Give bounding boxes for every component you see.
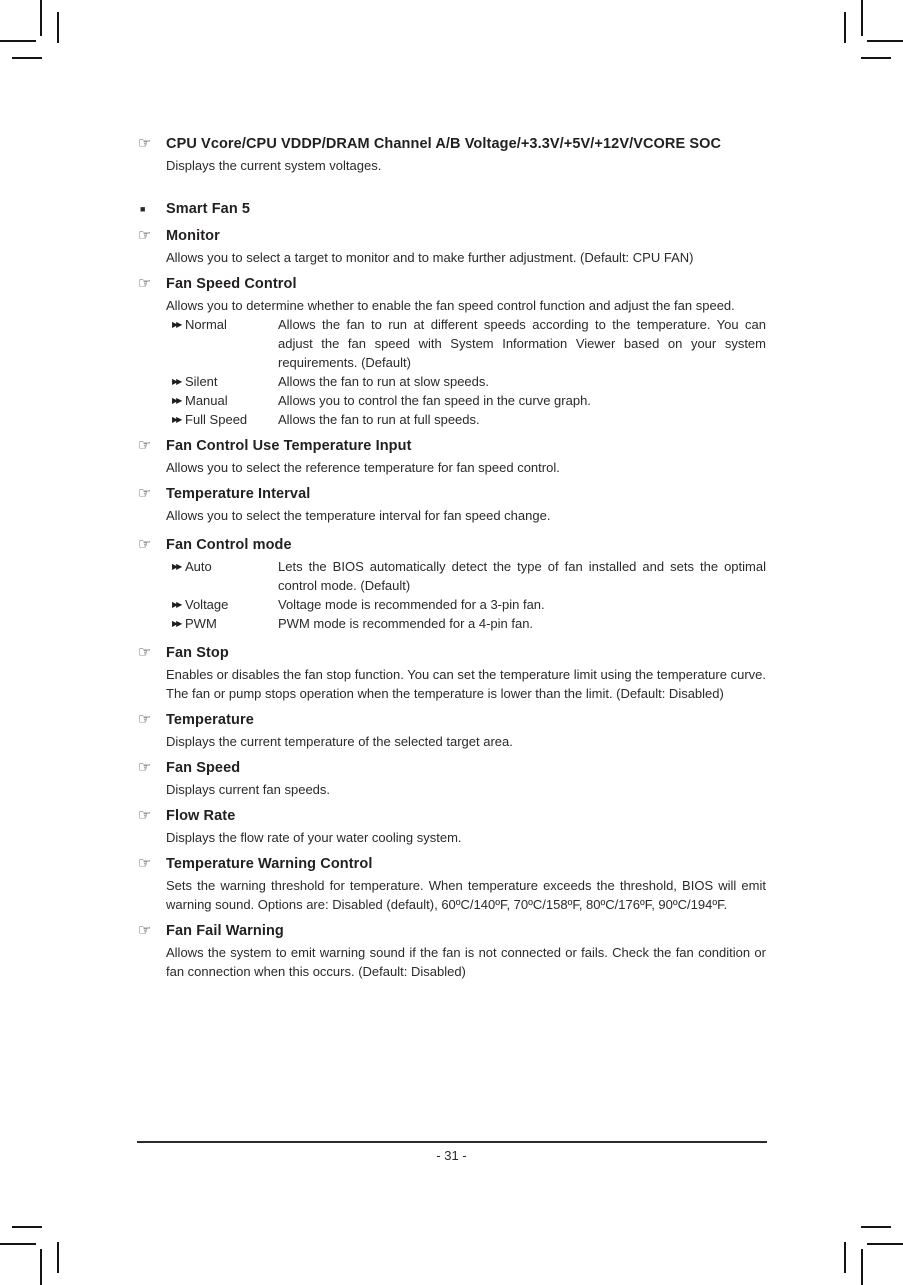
crop-mark-top-right — [867, 40, 903, 42]
entry-title: Temperature Warning Control — [166, 856, 373, 872]
crop-mark-top-right — [844, 12, 846, 43]
pointing-hand-icon: ☞ — [138, 807, 152, 824]
crop-mark-top-left — [57, 12, 59, 43]
doc-entry-flow-rate — [138, 806, 766, 847]
entry-title: Fan Speed — [166, 760, 241, 776]
entry-description: Displays the current system voltages. — [166, 158, 382, 173]
entry-description: Displays the flow rate of your water cooling system. — [166, 830, 462, 845]
entry-description: Allows the system to emit warning sound if the fan is not connected or fails. Check the fan condition or fan connection when this occurs. (Default: Disabled) — [166, 945, 766, 979]
entry-description: Allows you to select the temperature interval for fan speed change. — [166, 508, 551, 523]
doc-entry-smart-fan-5 — [140, 199, 766, 219]
entry-description: Sets the warning threshold for temperature. When temperature exceeds the threshold, BIOS will emit warning sound. Options are: Disabled (default), 60ºC/140ºF, 70ºC/158ºF, 80ºC/176ºF, 90ºC/194ºF. — [166, 878, 766, 912]
entry-title: Fan Control mode — [166, 537, 292, 553]
pointing-hand-icon: ☞ — [138, 536, 152, 553]
entry-description: Enables or disables the fan stop function. You can set the temperature limit using the temperature curve. The fan or pump stops operation when the temperature is lower than the limit. (Default: Disabled) — [166, 667, 766, 701]
pointing-hand-icon: ☞ — [138, 275, 152, 292]
entry-title: Fan Stop — [166, 645, 229, 661]
doc-entry-voltages — [138, 134, 766, 175]
square-bullet-icon: ■ — [140, 204, 146, 214]
doc-entry-monitor — [138, 226, 766, 267]
option-description: Lets the BIOS automatically detect the type of fan installed and sets the optimal control mode. (Default) — [278, 559, 766, 593]
double-arrow-icon: ▶▶ — [172, 415, 181, 424]
option-row-normal — [166, 315, 766, 372]
entry-title: Temperature Interval — [166, 486, 311, 502]
doc-entry-fan-stop — [138, 643, 766, 703]
option-description: Allows the fan to run at different speeds according to the temperature. You can adjust the fan speed with System Information Viewer based on your system requirements. (Default) — [278, 317, 766, 370]
option-term: Manual — [185, 393, 228, 408]
pointing-hand-icon: ☞ — [138, 485, 152, 502]
doc-entry-fan-speed — [138, 758, 766, 799]
entry-description: Allows you to select the reference temperature for fan speed control. — [166, 460, 560, 475]
crop-mark-top-left — [0, 40, 36, 42]
entry-title: Fan Control Use Temperature Input — [166, 438, 412, 454]
option-term: Voltage — [185, 597, 229, 612]
option-row-full-speed — [166, 410, 766, 429]
option-term: Normal — [185, 317, 227, 332]
option-term: Full Speed — [185, 412, 248, 427]
pointing-hand-icon: ☞ — [138, 135, 152, 152]
crop-mark-bottom-left — [57, 1242, 59, 1273]
entry-title: Fan Fail Warning — [166, 923, 284, 939]
doc-entry-fan-fail-warning — [138, 921, 766, 981]
crop-mark-top-right — [861, 0, 863, 36]
option-row-silent — [166, 372, 766, 391]
entry-description: Allows you to select a target to monitor and to make further adjustment. (Default: CPU FAN) — [166, 250, 694, 265]
option-row-pwm — [166, 614, 766, 633]
document-body — [138, 134, 766, 988]
crop-mark-bottom-left — [40, 1249, 42, 1285]
entry-description: Displays the current temperature of the selected target area. — [166, 734, 513, 749]
option-description: Allows the fan to run at full speeds. — [278, 412, 480, 427]
option-row-voltage — [166, 595, 766, 614]
footer-divider — [137, 1141, 767, 1143]
pointing-hand-icon: ☞ — [138, 227, 152, 244]
crop-mark-bottom-right — [861, 1226, 891, 1228]
option-term: Silent — [185, 374, 218, 389]
pointing-hand-icon: ☞ — [138, 711, 152, 728]
crop-mark-top-left — [40, 0, 42, 36]
pointing-hand-icon: ☞ — [138, 922, 152, 939]
crop-mark-bottom-left — [0, 1243, 36, 1245]
crop-mark-bottom-left — [12, 1226, 42, 1228]
entry-title: Smart Fan 5 — [166, 201, 251, 217]
entry-description: Allows you to determine whether to enable the fan speed control function and adjust the fan speed. — [166, 298, 735, 313]
pointing-hand-icon: ☞ — [138, 437, 152, 454]
doc-entry-fan-control-use-temperature-input — [138, 436, 766, 477]
crop-mark-bottom-right — [867, 1243, 903, 1245]
pointing-hand-icon: ☞ — [138, 644, 152, 661]
option-description: Voltage mode is recommended for a 3-pin fan. — [278, 597, 545, 612]
doc-entry-fan-control-mode — [138, 535, 766, 633]
option-description: Allows the fan to run at slow speeds. — [278, 374, 490, 389]
option-list — [166, 315, 766, 429]
double-arrow-icon: ▶▶ — [172, 562, 181, 571]
doc-entry-temperature-warning-control — [138, 854, 766, 914]
crop-mark-bottom-right — [861, 1249, 863, 1285]
entry-title: Fan Speed Control — [166, 276, 297, 292]
entry-title: CPU Vcore/CPU VDDP/DRAM Channel A/B Voltage/+3.3V/+5V/+12V/VCORE SOC — [166, 136, 722, 152]
double-arrow-icon: ▶▶ — [172, 320, 181, 329]
crop-mark-top-left — [12, 57, 42, 59]
entry-title: Monitor — [166, 228, 220, 244]
double-arrow-icon: ▶▶ — [172, 377, 181, 386]
crop-mark-bottom-right — [844, 1242, 846, 1273]
option-term: Auto — [185, 559, 212, 574]
doc-entry-temperature — [138, 710, 766, 751]
pointing-hand-icon: ☞ — [138, 855, 152, 872]
entry-description: Displays current fan speeds. — [166, 782, 331, 797]
crop-mark-top-right — [861, 57, 891, 59]
doc-entry-temperature-interval — [138, 484, 766, 525]
entry-title: Temperature — [166, 712, 254, 728]
option-row-auto — [166, 557, 766, 595]
double-arrow-icon: ▶▶ — [172, 396, 181, 405]
option-row-manual — [166, 391, 766, 410]
option-list — [166, 557, 766, 633]
double-arrow-icon: ▶▶ — [172, 600, 181, 609]
pointing-hand-icon: ☞ — [138, 759, 152, 776]
option-description: Allows you to control the fan speed in the curve graph. — [278, 393, 591, 408]
page-number: - 31 - — [436, 1148, 467, 1163]
option-description: PWM mode is recommended for a 4-pin fan. — [278, 616, 534, 631]
entry-title: Flow Rate — [166, 808, 236, 824]
double-arrow-icon: ▶▶ — [172, 619, 181, 628]
option-term: PWM — [185, 616, 217, 631]
doc-entry-fan-speed-control — [138, 274, 766, 429]
